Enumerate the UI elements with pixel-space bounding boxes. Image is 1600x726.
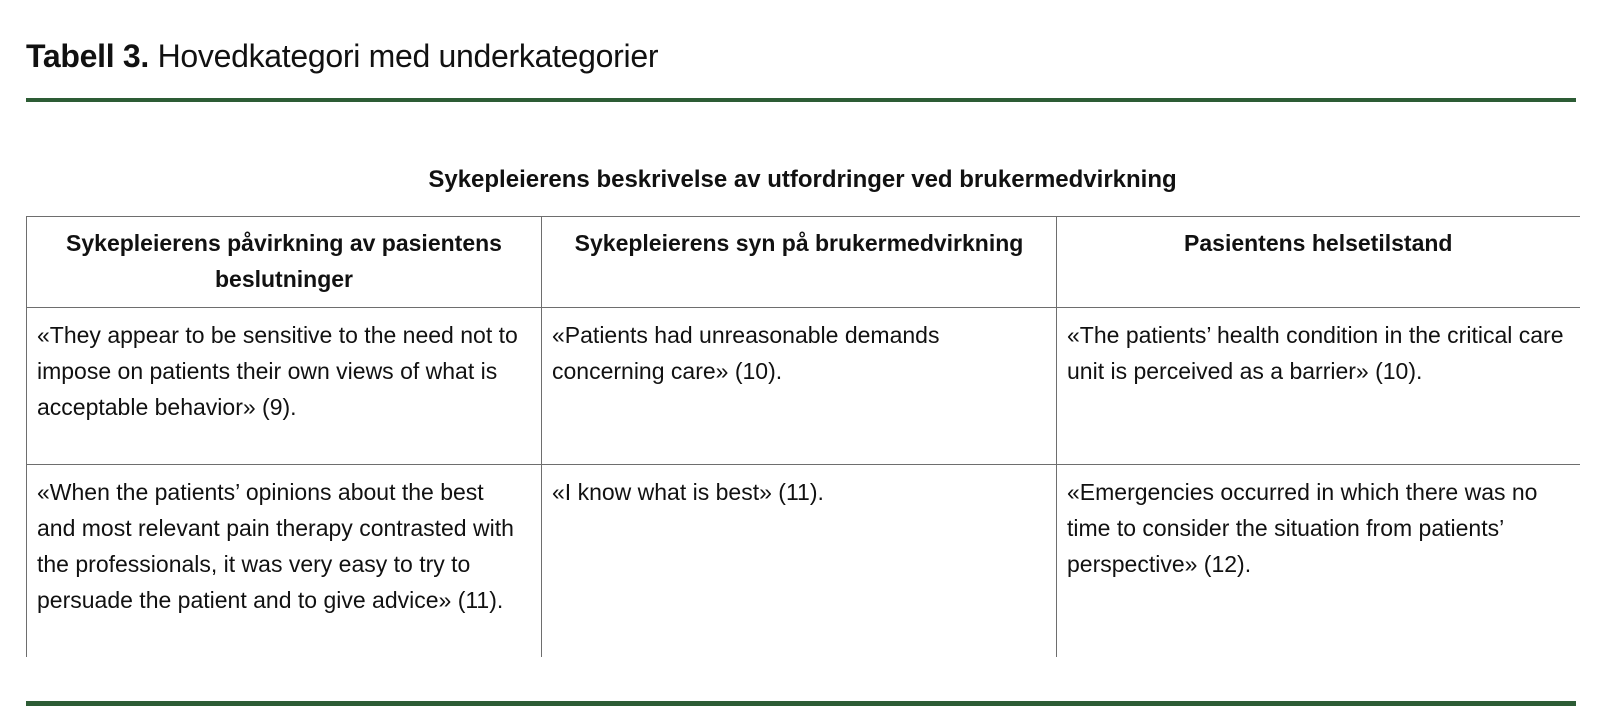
table-cell: «Patients had unreasonable demands concerning care» (10). xyxy=(542,308,1057,465)
quotes-table xyxy=(26,216,1580,657)
bottom-rule xyxy=(26,701,1576,706)
table-row xyxy=(27,465,1580,657)
column-header-nurse-view: Sykepleierens syn på brukermedvirkning xyxy=(542,217,1057,308)
table-cell: «The patients’ health condition in the critical care unit is perceived as a barrier» (10). xyxy=(1057,308,1580,465)
page-title xyxy=(26,36,1576,76)
header-row xyxy=(27,217,1580,308)
table-caption: Sykepleierens beskrivelse av utfordringer ved brukermedvirkning xyxy=(428,166,1177,193)
column-header-patient-condition: Pasientens helsetilstand xyxy=(1057,217,1580,308)
table-title-text: Hovedkategori med underkategorier xyxy=(157,38,659,74)
table-cell: «When the patients’ opinions about the best and most relevant pain therapy contrasted with the professionals, it was very easy to try to persuade the patient and to give advice» (11). xyxy=(27,465,542,657)
table-number-label: Tabell 3. xyxy=(26,38,149,74)
column-header-nurse-influence: Sykepleierens påvirkning av pasientens beslutninger xyxy=(27,217,542,308)
table-cell: «Emergencies occurred in which there was no time to consider the situation from patients’ perspective» (12). xyxy=(1057,465,1580,657)
table-row xyxy=(27,308,1580,465)
top-rule xyxy=(26,98,1576,102)
table-cell: «I know what is best» (11). xyxy=(542,465,1057,657)
table-cell: «They appear to be sensitive to the need not to impose on patients their own views of what is acceptable behavior» (9). xyxy=(27,308,542,465)
